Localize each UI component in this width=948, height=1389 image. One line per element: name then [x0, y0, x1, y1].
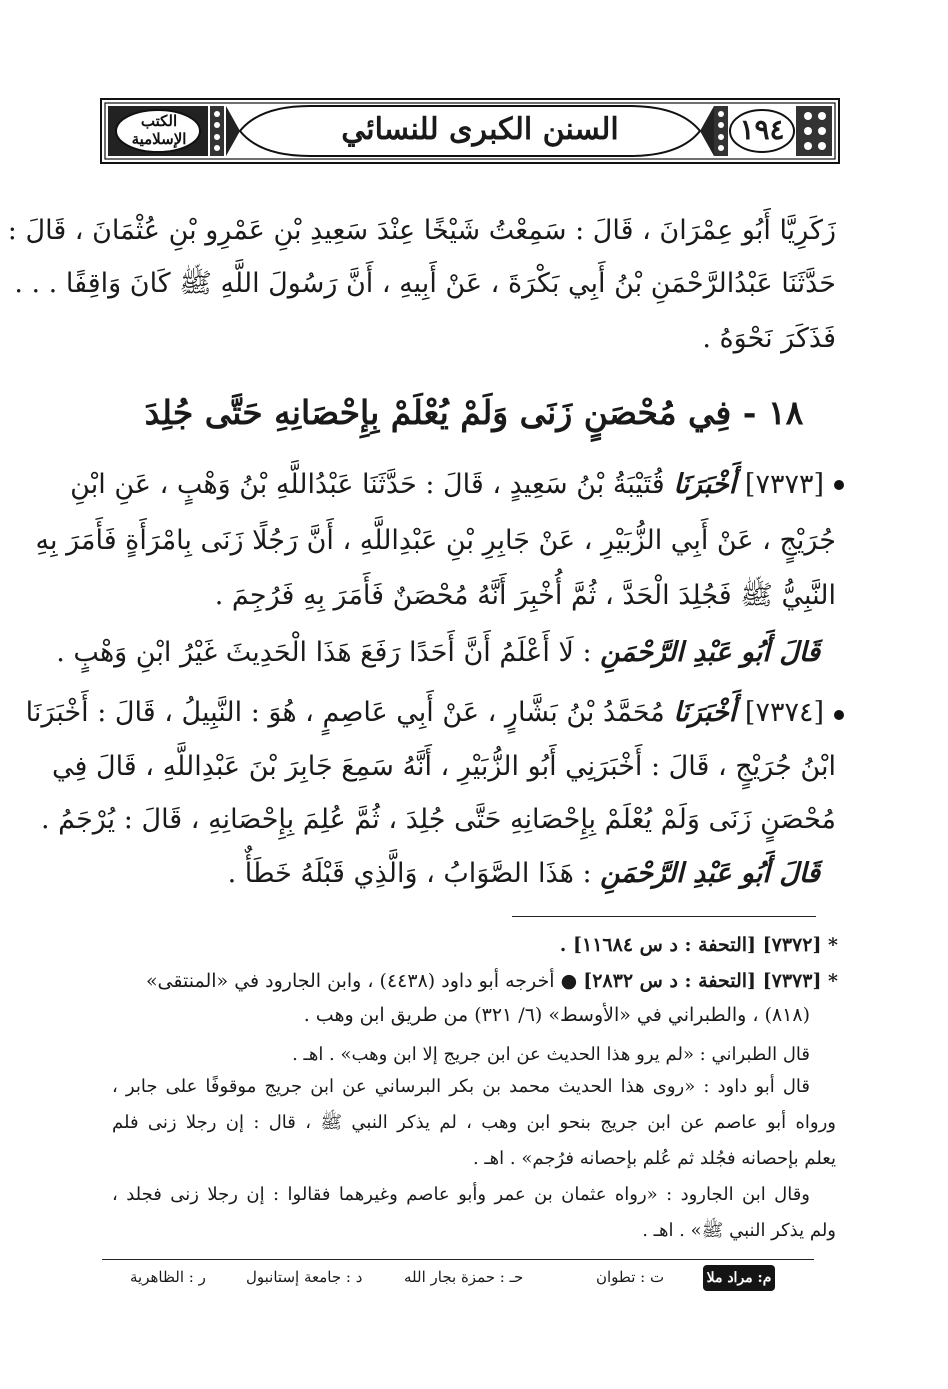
footnote-line: (٨١٨) ، والطبراني في «الأوسط» (٦/ ٣٢١) من طريق ابن وهب . — [303, 1004, 810, 1026]
publisher-logo: الكتب الإسلامية — [131, 112, 187, 148]
hadith-bullet — [834, 710, 844, 720]
hadith-7374-line-1 — [25, 690, 824, 736]
hadith-lead: أَخْبَرَنَا — [673, 469, 737, 500]
footnote-text: ● أخرجه أبو داود (٤٤٣٨) ، وابن الجارود في «المنتقى» — [145, 970, 578, 992]
source-t: ت : تطوان — [596, 1268, 665, 1286]
footnote-line: قال أبو داود : «روى هذا الحديث محمد بن بكر البرساني عن ابن جريج موقوفًا على جابر ، — [112, 1076, 810, 1097]
footnote-ref: * [٧٣٧٣] [التحفة : د س ٢٨٣٢] — [583, 970, 838, 992]
hadith-7373-line-1 — [70, 462, 824, 508]
footnote-line: ورواه أبو عاصم عن ابن جريج بنحو ابن وهب ، لم يذكر النبي ﷺ ، قال : إن رجلا زنى فلم — [112, 1112, 836, 1133]
hadith-7374-line-2: ابْنُ جُرَيْجٍ ، قَالَ : أَخْبَرَنِي أَبُو الزُّبَيْرِ ، أَنَّهُ سَمِعَ جَابِرَ بْنَ عَبْدِاللَّهِ ، قَالَ فِي — [51, 751, 836, 782]
footnote-line: ولم يذكر النبي ﷺ» . اهـ . — [642, 1220, 836, 1241]
comment-lead: قَالَ أَبُو عَبْدِ الرَّحْمَنِ — [600, 637, 820, 668]
source-badge: م: مراد ملا — [703, 1265, 775, 1291]
footnote-7373-head — [112, 966, 838, 996]
hadith-7373-comment — [56, 630, 820, 676]
hadith-number: [٧٣٧٤] — [744, 697, 824, 728]
hadith-number: [٧٣٧٣] — [744, 469, 824, 500]
body-line-2: حَدَّثَنَا عَبْدُالرَّحْمَنِ بْنُ أَبِي بَكْرَةَ ، عَنْ أَبِيهِ ، أَنَّ رَسُولَ اللَّهِ ﷺ كَانَ وَاقِفًا . . . — [14, 268, 836, 299]
footnote-7372: * [٧٣٧٢] [التحفة : د س ١١٦٨٤] . — [559, 934, 838, 956]
body-line-3: فَذَكَرَ نَحْوَهُ . — [702, 323, 836, 354]
comment-text: : لَا أَعْلَمُ أَنَّ أَحَدًا رَفَعَ هَذَا الْحَدِيثَ غَيْرُ ابْنِ وَهْبٍ . — [56, 637, 592, 668]
footnote-line: يعلم بإحصانه فجُلد ثم عُلم بإحصانه فرُجم» . اهـ . — [472, 1148, 836, 1169]
header-banner — [100, 98, 840, 164]
hadith-bullet — [834, 480, 844, 490]
source-h: حـ : حمزة بجار الله — [404, 1268, 524, 1286]
source-r: ر : الظاهرية — [130, 1268, 206, 1286]
footnote-separator — [512, 916, 816, 917]
footnote-line: وقال ابن الجارود : «رواه عثمان بن عمر وأبو عاصم وغيرهما فقالوا : إن رجلا زنى فجلد ، — [112, 1184, 810, 1205]
body-line-1: زَكَرِيَّا أَبُو عِمْرَانَ ، قَالَ : سَمِعْتُ شَيْخًا عِنْدَ سَعِيدِ بْنِ عَمْرِو بْنِ عُثْمَانَ ، قَالَ : — [7, 215, 836, 246]
hadith-lead: أَخْبَرَنَا — [673, 697, 737, 728]
source-d: د : جامعة إستانبول — [246, 1268, 363, 1286]
hadith-7373-line-2: جُرَيْجٍ ، عَنْ أَبِي الزُّبَيْرِ ، عَنْ جَابِرِ بْنِ عَبْدِاللَّهِ ، أَنَّ رَجُلًا زَنَى بِامْرَأَةٍ فَأَمَرَ بِهِ — [35, 525, 836, 556]
hadith-7374-comment — [228, 851, 820, 897]
hadith-text: مُحَمَّدُ بْنُ بَشَّارٍ ، عَنْ أَبِي عَاصِمٍ ، هُوَ : النَّبِيلُ ، قَالَ : أَخْبَرَنَا — [25, 697, 665, 728]
footnote-line: قال الطبراني : «لم يرو هذا الحديث عن ابن جريج إلا ابن وهب» . اهـ . — [292, 1044, 810, 1065]
hadith-7374-line-3: مُحْصَنٍ زَنَى وَلَمْ يُعْلَمْ بِإِحْصَانِهِ حَتَّى جُلِدَ ، ثُمَّ عُلِمَ بِإِحْصَانِهِ ، قَالَ : يُرْجَمُ . — [40, 804, 836, 835]
hadith-text: قُتَيْبَةُ بْنُ سَعِيدٍ ، قَالَ : حَدَّثَنَا عَبْدُاللَّهِ بْنُ وَهْبٍ ، عَنِ ابْنِ — [70, 469, 665, 500]
comment-text: : هَذَا الصَّوَابُ ، وَالَّذِي قَبْلَهُ خَطَأٌ . — [227, 858, 592, 889]
sources-rule — [102, 1259, 814, 1260]
comment-lead: قَالَ أَبُو عَبْدِ الرَّحْمَنِ — [600, 858, 820, 889]
page-number: ١٩٤ — [739, 113, 785, 146]
running-title: السنن الكبرى للنسائي — [341, 112, 619, 147]
hadith-7373-line-3: النَّبِيُّ ﷺ فَجُلِدَ الْحَدَّ ، ثُمَّ أُخْبِرَ أَنَّهُ مُحْصَنٌ فَأَمَرَ بِهِ فَرُجِمَ . — [214, 580, 836, 611]
section-heading: ١٨ - فِي مُحْصَنٍ زَنَى وَلَمْ يُعْلَمْ بِإِحْصَانِهِ حَتَّى جُلِدَ — [144, 393, 804, 432]
